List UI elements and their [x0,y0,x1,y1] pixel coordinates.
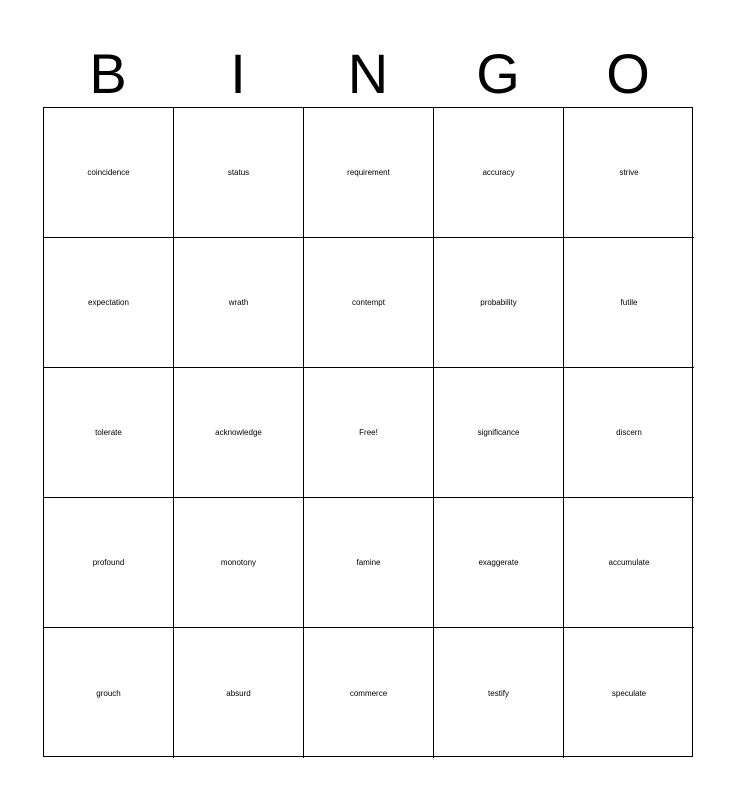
bingo-cell[interactable]: status [174,108,304,238]
header-letter-i: I [230,42,246,105]
bingo-cell[interactable]: significance [434,368,564,498]
bingo-cell[interactable]: famine [304,498,434,628]
bingo-cell[interactable]: coincidence [44,108,174,238]
bingo-cell[interactable]: accuracy [434,108,564,238]
bingo-cell[interactable]: expectation [44,238,174,368]
bingo-board [43,107,693,757]
bingo-cell[interactable]: testify [434,628,564,758]
bingo-cell[interactable]: absurd [174,628,304,758]
header-letter-n: N [347,42,389,105]
free-space-cell[interactable]: Free! [304,368,434,498]
bingo-cell[interactable]: discern [564,368,694,498]
bingo-header [43,44,693,104]
bingo-cell[interactable]: profound [44,498,174,628]
bingo-cell[interactable]: acknowledge [174,368,304,498]
bingo-cell[interactable]: probability [434,238,564,368]
bingo-cell[interactable]: monotony [174,498,304,628]
header-letter-g: G [476,42,520,105]
header-letter-b: B [89,42,127,105]
bingo-cell[interactable]: tolerate [44,368,174,498]
bingo-cell[interactable]: requirement [304,108,434,238]
bingo-cell[interactable]: exaggerate [434,498,564,628]
bingo-cell[interactable]: strive [564,108,694,238]
bingo-cell[interactable]: wrath [174,238,304,368]
bingo-cell[interactable]: speculate [611,688,647,698]
bingo-cell[interactable]: futile [564,238,694,368]
header-letter-o: O [606,42,650,105]
bingo-cell[interactable]: commerce [304,628,434,758]
bingo-cell[interactable]: grouch [44,628,174,758]
bingo-cell[interactable]: contempt [304,238,434,368]
bingo-cell[interactable]: accumulate [564,498,694,628]
